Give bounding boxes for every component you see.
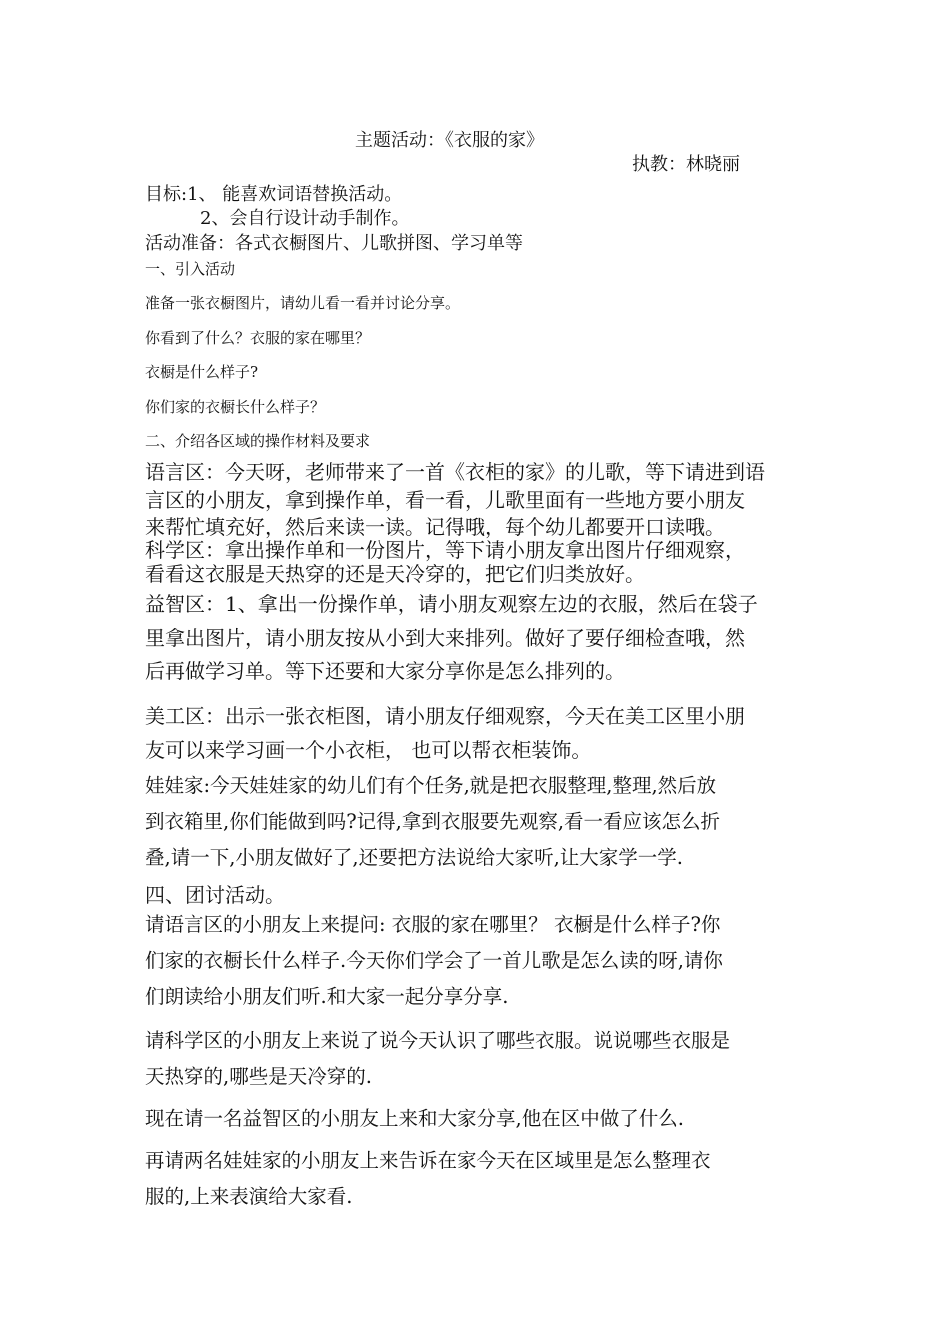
discussion-line: 们朗读给小朋友们听.和大家一起分享分享.	[145, 985, 509, 1008]
art-area-line: 美工区：出示一张衣柜图，请小朋友仔细观察，今天在美工区里小朋	[145, 704, 745, 728]
puzzle-area-line: 里拿出图片，请小朋友按从小到大来排列。做好了要仔细检查哦，然	[145, 626, 745, 650]
language-area-line: 语言区：今天呀，老师带来了一首《衣柜的家》的儿歌，等下请进到语	[145, 460, 765, 484]
science-area-line: 科学区：拿出操作单和一份图片，等下请小朋友拿出图片仔细观察，	[145, 538, 745, 562]
science-area-line: 看看这衣服是天热穿的还是天冷穿的，把它们归类放好。	[145, 562, 645, 586]
discussion-line: 服的,上来表演给大家看.	[145, 1185, 353, 1208]
section-1-heading: 一、引入活动	[145, 260, 236, 278]
page-title: 主题活动：《衣服的家》	[355, 130, 544, 151]
section-4-heading: 四、团讨活动。	[145, 883, 285, 907]
discussion-line: 现在请一名益智区的小朋友上来和大家分享,他在区中做了什么.	[145, 1107, 684, 1130]
doll-area-line: 娃娃家:今天娃娃家的幼儿们有个任务,就是把衣服整理,整理,然后放	[145, 774, 717, 797]
section-1-line: 衣橱是什么样子?	[145, 363, 259, 381]
puzzle-area-line: 益智区：1、拿出一份操作单，请小朋友观察左边的衣服，然后在袋子	[145, 592, 758, 616]
puzzle-area-line: 后再做学习单。等下还要和大家分享你是怎么排列的。	[145, 659, 625, 683]
doll-area-line: 到衣箱里,你们能做到吗?记得,拿到衣服要先观察,看一看应该怎么折	[145, 810, 721, 833]
discussion-line: 们家的衣橱长什么样子.今天你们学会了一首儿歌是怎么读的呀,请你	[145, 949, 723, 972]
language-area-line: 言区的小朋友，拿到操作单，看一看，儿歌里面有一些地方要小朋友	[145, 488, 745, 512]
discussion-line: 请语言区的小朋友上来提问: 衣服的家在哪里？ 衣橱是什么样子?你	[145, 913, 721, 936]
art-area-line: 友可以来学习画一个小衣柜， 也可以帮衣柜装饰。	[145, 738, 592, 762]
language-area-line: 来帮忙填充好，然后来读一读。记得哦，每个幼儿都要开口读哦。	[145, 515, 725, 539]
discussion-line: 再请两名娃娃家的小朋友上来告诉在家今天在区域里是怎么整理衣	[145, 1149, 711, 1172]
discussion-line: 请科学区的小朋友上来说了说今天认识了哪些衣服。说说哪些衣服是	[145, 1029, 731, 1052]
teacher-name: 执教：林晓丽	[632, 154, 740, 175]
section-1-line: 你们家的衣橱长什么样子？	[145, 398, 326, 416]
section-1-line: 你看到了什么？衣服的家在哪里？	[145, 329, 371, 347]
discussion-line: 天热穿的,哪些是天冷穿的.	[145, 1065, 372, 1088]
goal-1: 目标:1、 能喜欢词语替换活动。	[145, 184, 403, 205]
section-1-line: 准备一张衣橱图片，请幼儿看一看并讨论分享。	[145, 294, 461, 312]
section-2-heading: 二、介绍各区域的操作材料及要求	[145, 432, 371, 450]
goal-2: 2、会自行设计动手制作。	[200, 208, 410, 229]
preparation: 活动准备：各式衣橱图片、儿歌拼图、学习单等	[145, 233, 523, 254]
doll-area-line: 叠,请一下,小朋友做好了,还要把方法说给大家听,让大家学一学.	[145, 846, 683, 869]
